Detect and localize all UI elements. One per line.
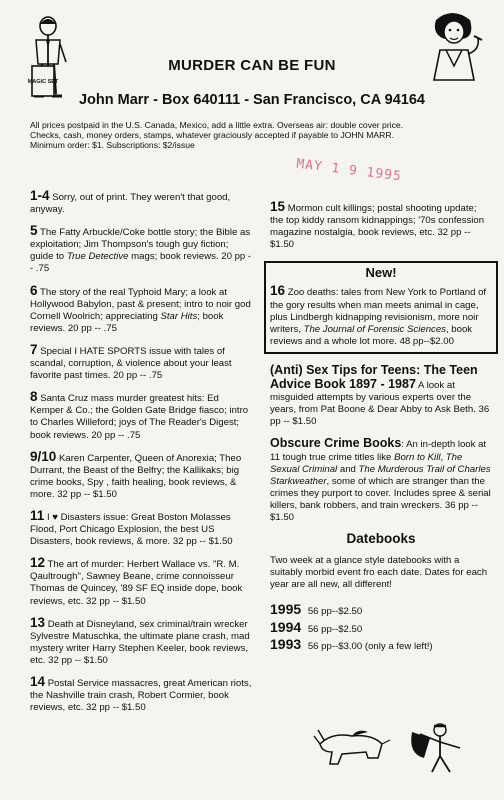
book-title: The Murderous Trail of Charles Starkweather	[270, 463, 491, 487]
ordering-info	[30, 120, 476, 150]
issue-description: Santa Cruz mass murder greatest hits: Ed Kemper & Co.; the Golden Gate Bridge fiasco; intro to Charles Willeford; joys of The Reader's Digest; book reviews. 20 pp -- .75	[30, 393, 249, 441]
datebook-year: 1993	[270, 635, 302, 652]
book-title: The Sexual Criminal	[270, 451, 463, 475]
issue-number: 11	[30, 507, 45, 523]
issue-entry	[30, 225, 252, 275]
issue-description-tail: mags; book reviews. 20 pp -- .75	[30, 251, 252, 275]
issue-italic-title: The Journal of Forensic Sciences	[303, 323, 446, 335]
issue-description: Sorry, out of print. They weren't that good, anyway.	[30, 192, 231, 216]
issue-number: 6	[30, 282, 38, 298]
book-title: Born to Kill	[394, 451, 441, 463]
issue-entry	[30, 282, 252, 335]
issue-number: 8	[30, 389, 38, 405]
datebooks-description: Two week at a glance style datebooks with a suitably morbid event fro each date. Dates for each year are all new, all different!	[270, 555, 488, 591]
issue-entry	[270, 201, 492, 251]
issue-entry	[30, 676, 252, 714]
suitcase-label: MAGIC SET	[27, 79, 59, 85]
issue-number: 5	[30, 223, 38, 239]
issue-entry	[30, 507, 252, 548]
issue-description: Special I HATE SPORTS issue with tales of scandal, corruption, & violence about your least favorite past times. 20 pp -- .75	[30, 345, 232, 382]
datebook-price: 56 pp--$2.50	[307, 623, 363, 635]
issue-description: Karen Carpenter, Queen of Anorexia; Theo Durrant, the Beast of the Belfry; the Kallikaks; big crime books, Spy , faith healing, book reviews, & more. 32 pp -- $1.50	[30, 452, 242, 500]
datebook-year-row	[270, 618, 492, 636]
issue-entry	[30, 448, 252, 501]
ordering-info-line: Minimum order: $1. Subscriptions: $2/issue	[30, 140, 195, 150]
obscure-crime-text: : An in-depth look at 11 tough true crime titles like	[270, 439, 487, 463]
back-issues-column	[30, 190, 252, 723]
received-date-stamp: MAY 1 9 1995	[295, 156, 403, 185]
new-heading: New!	[365, 265, 397, 281]
issue-description: The Fatty Arbuckle/Coke bottle story; the Bible as exploitation; Jim Thompson's tough guy fiction; guide to	[30, 227, 251, 263]
issue-entry	[30, 557, 252, 607]
obscure-crime-text: ,	[440, 451, 446, 463]
issue-number: 1-4	[30, 188, 50, 203]
issue-number: 7	[30, 341, 38, 357]
datebook-year-row	[270, 603, 492, 618]
issue-italic-title: Star Hits	[160, 310, 198, 322]
flyer-title: MURDER CAN BE FUN	[168, 57, 336, 74]
issue-number: 12	[30, 555, 46, 571]
issue-description: Mormon cult killings; postal shooting update; the top kiddy ransom kidnappings; '70s confession magazine nostalgia, book reviews, etc. 32 pp -- $1.50	[270, 203, 485, 251]
datebook-year-row	[270, 635, 492, 653]
issue-number: 15	[270, 199, 286, 214]
issue-description-tail: ; book reviews. 20 pp -- .75	[30, 310, 224, 334]
issue-entry	[30, 341, 252, 382]
issue-description: Death at Disneyland, sex criminal/train wrecker Sylvestre Matuschka, the ultimate plane crash, mad mystery writer Harry Stephen Keeler, book reviews, etc. 32 pp -- $1.50	[30, 618, 250, 666]
obscure-crime-text: , some of which are stranger than the crimes they purport to cover. Includes spree & serial killers, bank robbers, and train wreckers. 36 pp -- $1.50	[270, 475, 491, 523]
sex-tips-description: A look at misguided attempts by various experts over the years, from Pat Boone & Dear Abby to Ask Beth. 36 pp -- $1.50	[270, 380, 490, 428]
obscure-crime-text: and	[337, 463, 359, 475]
datebook-price: 56 pp--$2.50	[307, 606, 363, 618]
bullfight-illustration	[312, 714, 482, 776]
issue-description: Zoo deaths: tales from New York to Portland of the gory results when man meets animal in cage, plus Lindbergh kidnapping revisionism, more noir writers,	[270, 287, 487, 335]
sex-tips-entry	[270, 364, 492, 428]
ordering-info-line: Checks, cash, money orders, stamps, whatever graciously accepted if payable to JOHN MARR.	[30, 130, 394, 140]
issue-entry	[30, 391, 252, 441]
issue-italic-title: True Detective	[66, 251, 129, 263]
issue-description: The story of the real Typhoid Mary; a look at Hollywood Babylon, past & present; intro to noir god Cornell Woolrich; appreciating	[30, 286, 251, 322]
datebooks-heading: Datebooks	[346, 531, 416, 547]
issue-entry	[270, 285, 492, 347]
issue-description-tail: , book reviews and a whole lot more. 48 pp--$2.00	[270, 323, 473, 347]
issue-number: 14	[30, 674, 46, 689]
obscure-crime-entry	[270, 437, 492, 524]
datebook-year: 1995	[270, 601, 302, 618]
ordering-info-line: All prices postpaid in the U.S. Canada, Mexico, add a little extra. Overseas air: double cover price.	[30, 120, 404, 130]
issue-entry	[30, 614, 252, 667]
datebook-year: 1994	[270, 618, 302, 635]
datebook-years	[270, 603, 492, 652]
mailing-address: John Marr - Box 640111 - San Francisco, CA 94164	[78, 92, 425, 108]
sex-tips-heading: (Anti) Sex Tips for Teens: The Teen Advice Book 1897 - 1987	[270, 362, 478, 392]
new-issue-box	[264, 261, 498, 354]
issue-number: 16	[270, 283, 286, 299]
issue-description: The art of murder: Herbert Wallace vs. "R. M. Qaultrough", Sawney Beane, crime connoisseur Thomas de Quincey, '89 SF EQ inside dope, book reviews, etc. 32 pp -- $1.50	[30, 559, 243, 607]
issue-entry	[30, 190, 252, 216]
issue-number: 9/10	[30, 448, 57, 464]
issue-description: Postal Service massacres, great American riots, the Nashville train crash, Robert Cormier, book reviews, etc. 32 pp -- $1.50	[30, 678, 252, 714]
right-column	[270, 201, 492, 655]
issue-number: 13	[30, 614, 46, 630]
datebook-price: 56 pp--$3.00 (only a few left!)	[307, 640, 433, 652]
issue-description: I ♥ Disasters issue: Great Boston Molasses Flood, Port Chicago Explosion, the best US Disasters, book reviews, & more. 32 pp -- $1.50	[30, 511, 233, 548]
obscure-crime-heading: Obscure Crime Books	[270, 436, 402, 451]
